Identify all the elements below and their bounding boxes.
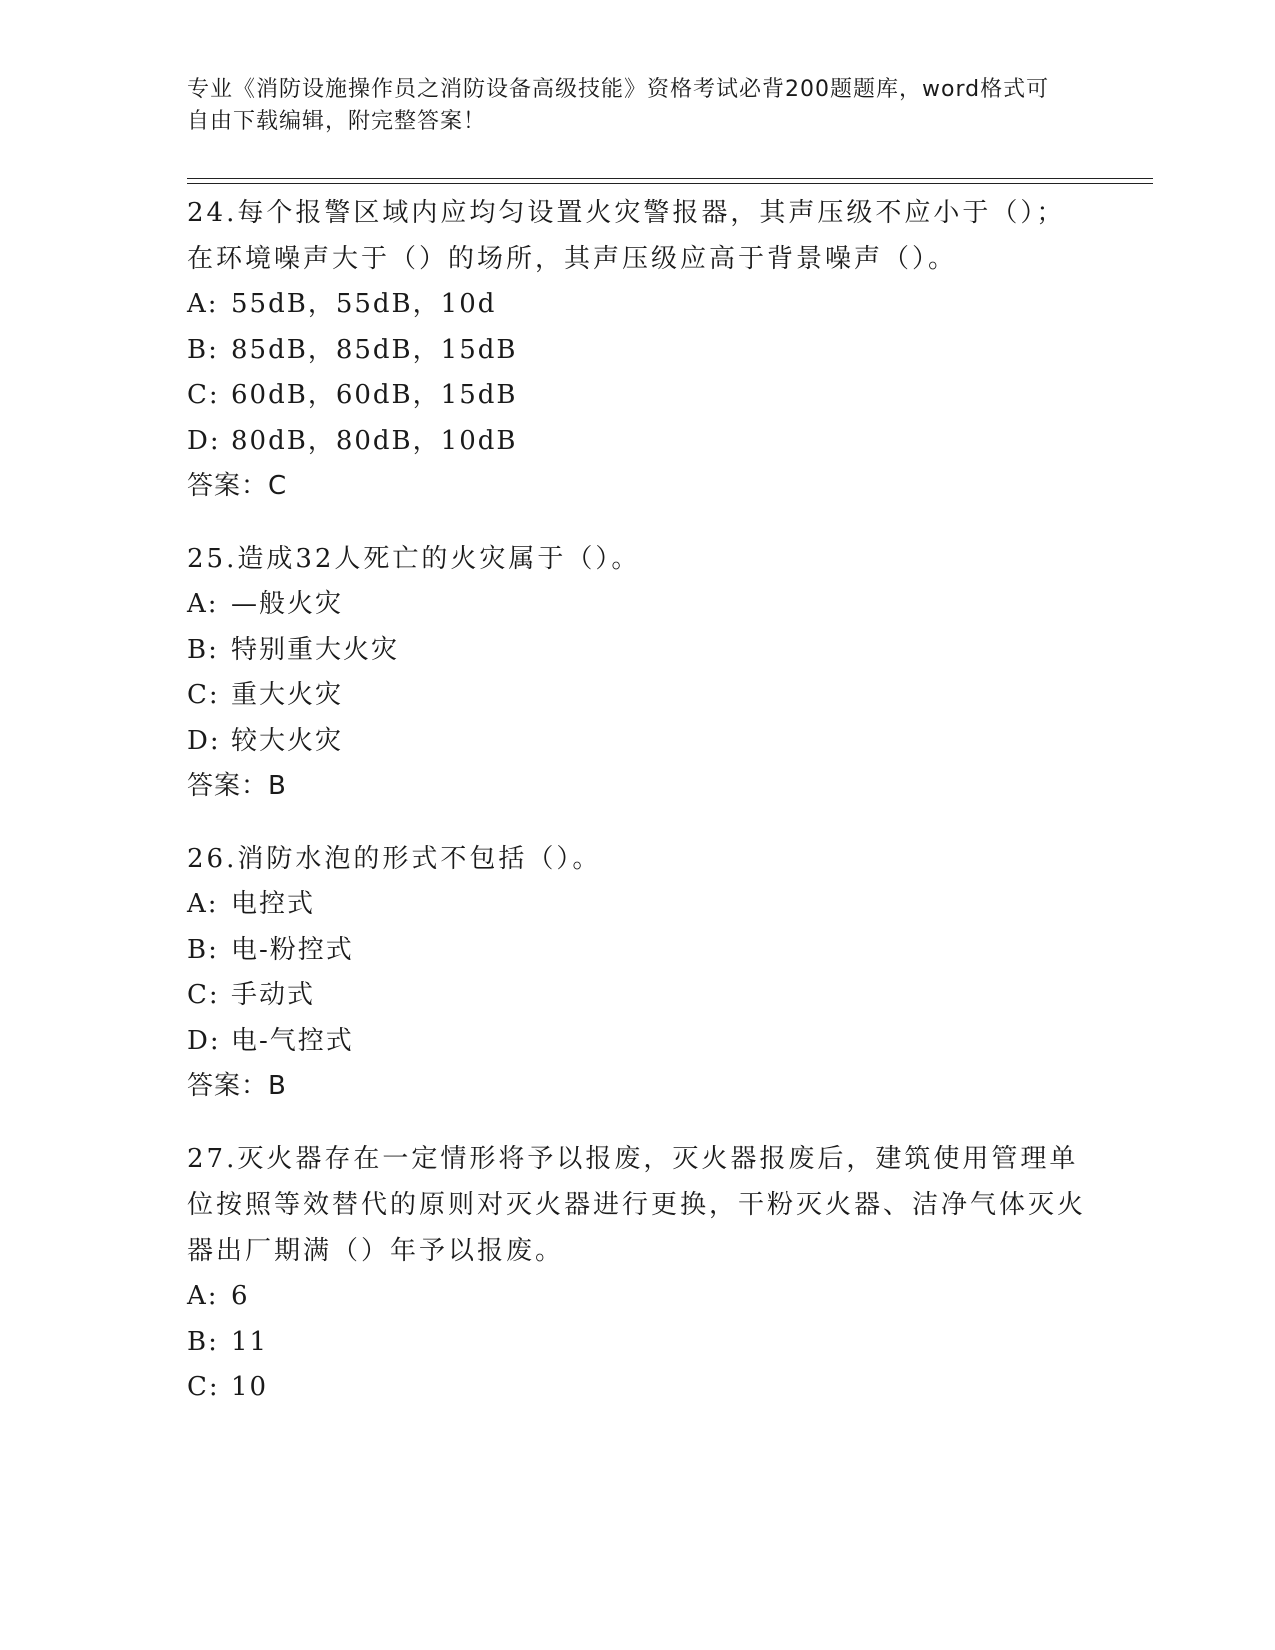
option-text: 电-气控式 bbox=[231, 1025, 354, 1056]
answer-line: 答案：B bbox=[187, 771, 287, 801]
option-text: 手动式 bbox=[231, 980, 316, 1010]
option-a bbox=[187, 882, 1087, 928]
option-key: A: bbox=[187, 589, 219, 619]
option-key: B: bbox=[187, 934, 219, 965]
option-text: —般火灾 bbox=[231, 589, 344, 619]
question-stem: 25.造成32人死亡的火灾属于（）。 bbox=[187, 544, 641, 574]
option-d bbox=[187, 719, 1087, 765]
option-c bbox=[187, 673, 1087, 719]
option-text: 10 bbox=[231, 1372, 269, 1402]
option-b bbox=[187, 928, 1087, 974]
header-divider-bottom bbox=[187, 183, 1153, 184]
option-text: 85dB，85dB，15dB bbox=[231, 334, 518, 365]
option-a bbox=[187, 1274, 1087, 1320]
option-c bbox=[187, 373, 1087, 419]
option-d bbox=[187, 1019, 1087, 1065]
option-c bbox=[187, 1365, 1087, 1411]
option-key: C: bbox=[187, 380, 220, 410]
header-divider-top bbox=[187, 178, 1153, 179]
question-25 bbox=[187, 536, 1087, 808]
option-text: 55dB，55dB，10d bbox=[231, 289, 497, 319]
option-b bbox=[187, 1320, 1087, 1366]
document-header: 专业《消防设施操作员之消防设备高级技能》资格考试必背200题题库，word格式可自由下载编辑，附完整答案！ bbox=[187, 77, 1050, 134]
question-27 bbox=[187, 1136, 1087, 1411]
option-b bbox=[187, 628, 1087, 674]
option-text: 60dB，60dB，15dB bbox=[231, 380, 518, 410]
option-key: D: bbox=[187, 425, 221, 456]
option-text: 特别重大火灾 bbox=[231, 634, 400, 665]
answer-line: 答案：B bbox=[187, 1071, 287, 1101]
option-b bbox=[187, 328, 1087, 374]
option-key: D: bbox=[187, 725, 221, 756]
option-text: 电控式 bbox=[231, 889, 316, 919]
option-key: A: bbox=[187, 1281, 219, 1311]
option-a bbox=[187, 282, 1087, 328]
question-stem: 24.每个报警区域内应均匀设置火灾警报器，其声压级不应小于（）；在环境噪声大于（）的场所，其声压级应高于背景噪声（）。 bbox=[187, 198, 1066, 274]
question-list bbox=[187, 190, 1087, 1439]
option-text: 电-粉控式 bbox=[231, 934, 354, 965]
question-24 bbox=[187, 190, 1087, 508]
option-key: D: bbox=[187, 1025, 221, 1056]
question-stem: 27.灭火器存在一定情形将予以报废，灭火器报废后，建筑使用管理单位按照等效替代的原则对灭火器进行更换，干粉灭火器、洁净气体灭火器出厂期满（）年予以报废。 bbox=[187, 1144, 1087, 1266]
option-d bbox=[187, 419, 1087, 465]
option-text: 较大火灾 bbox=[231, 725, 344, 756]
option-key: A: bbox=[187, 289, 219, 319]
answer-line: 答案：C bbox=[187, 471, 288, 501]
option-key: C: bbox=[187, 1372, 220, 1402]
option-key: C: bbox=[187, 680, 220, 710]
option-text: 6 bbox=[231, 1281, 250, 1311]
question-stem: 26.消防水泡的形式不包括（）。 bbox=[187, 844, 602, 874]
option-c bbox=[187, 973, 1087, 1019]
option-key: A: bbox=[187, 889, 219, 919]
option-key: B: bbox=[187, 634, 219, 665]
option-text: 80dB，80dB，10dB bbox=[231, 425, 518, 456]
option-text: 重大火灾 bbox=[231, 680, 344, 710]
option-key: B: bbox=[187, 1326, 219, 1357]
option-key: C: bbox=[187, 980, 220, 1010]
option-key: B: bbox=[187, 334, 219, 365]
option-text: 11 bbox=[231, 1326, 269, 1357]
option-a bbox=[187, 582, 1087, 628]
question-26 bbox=[187, 836, 1087, 1108]
